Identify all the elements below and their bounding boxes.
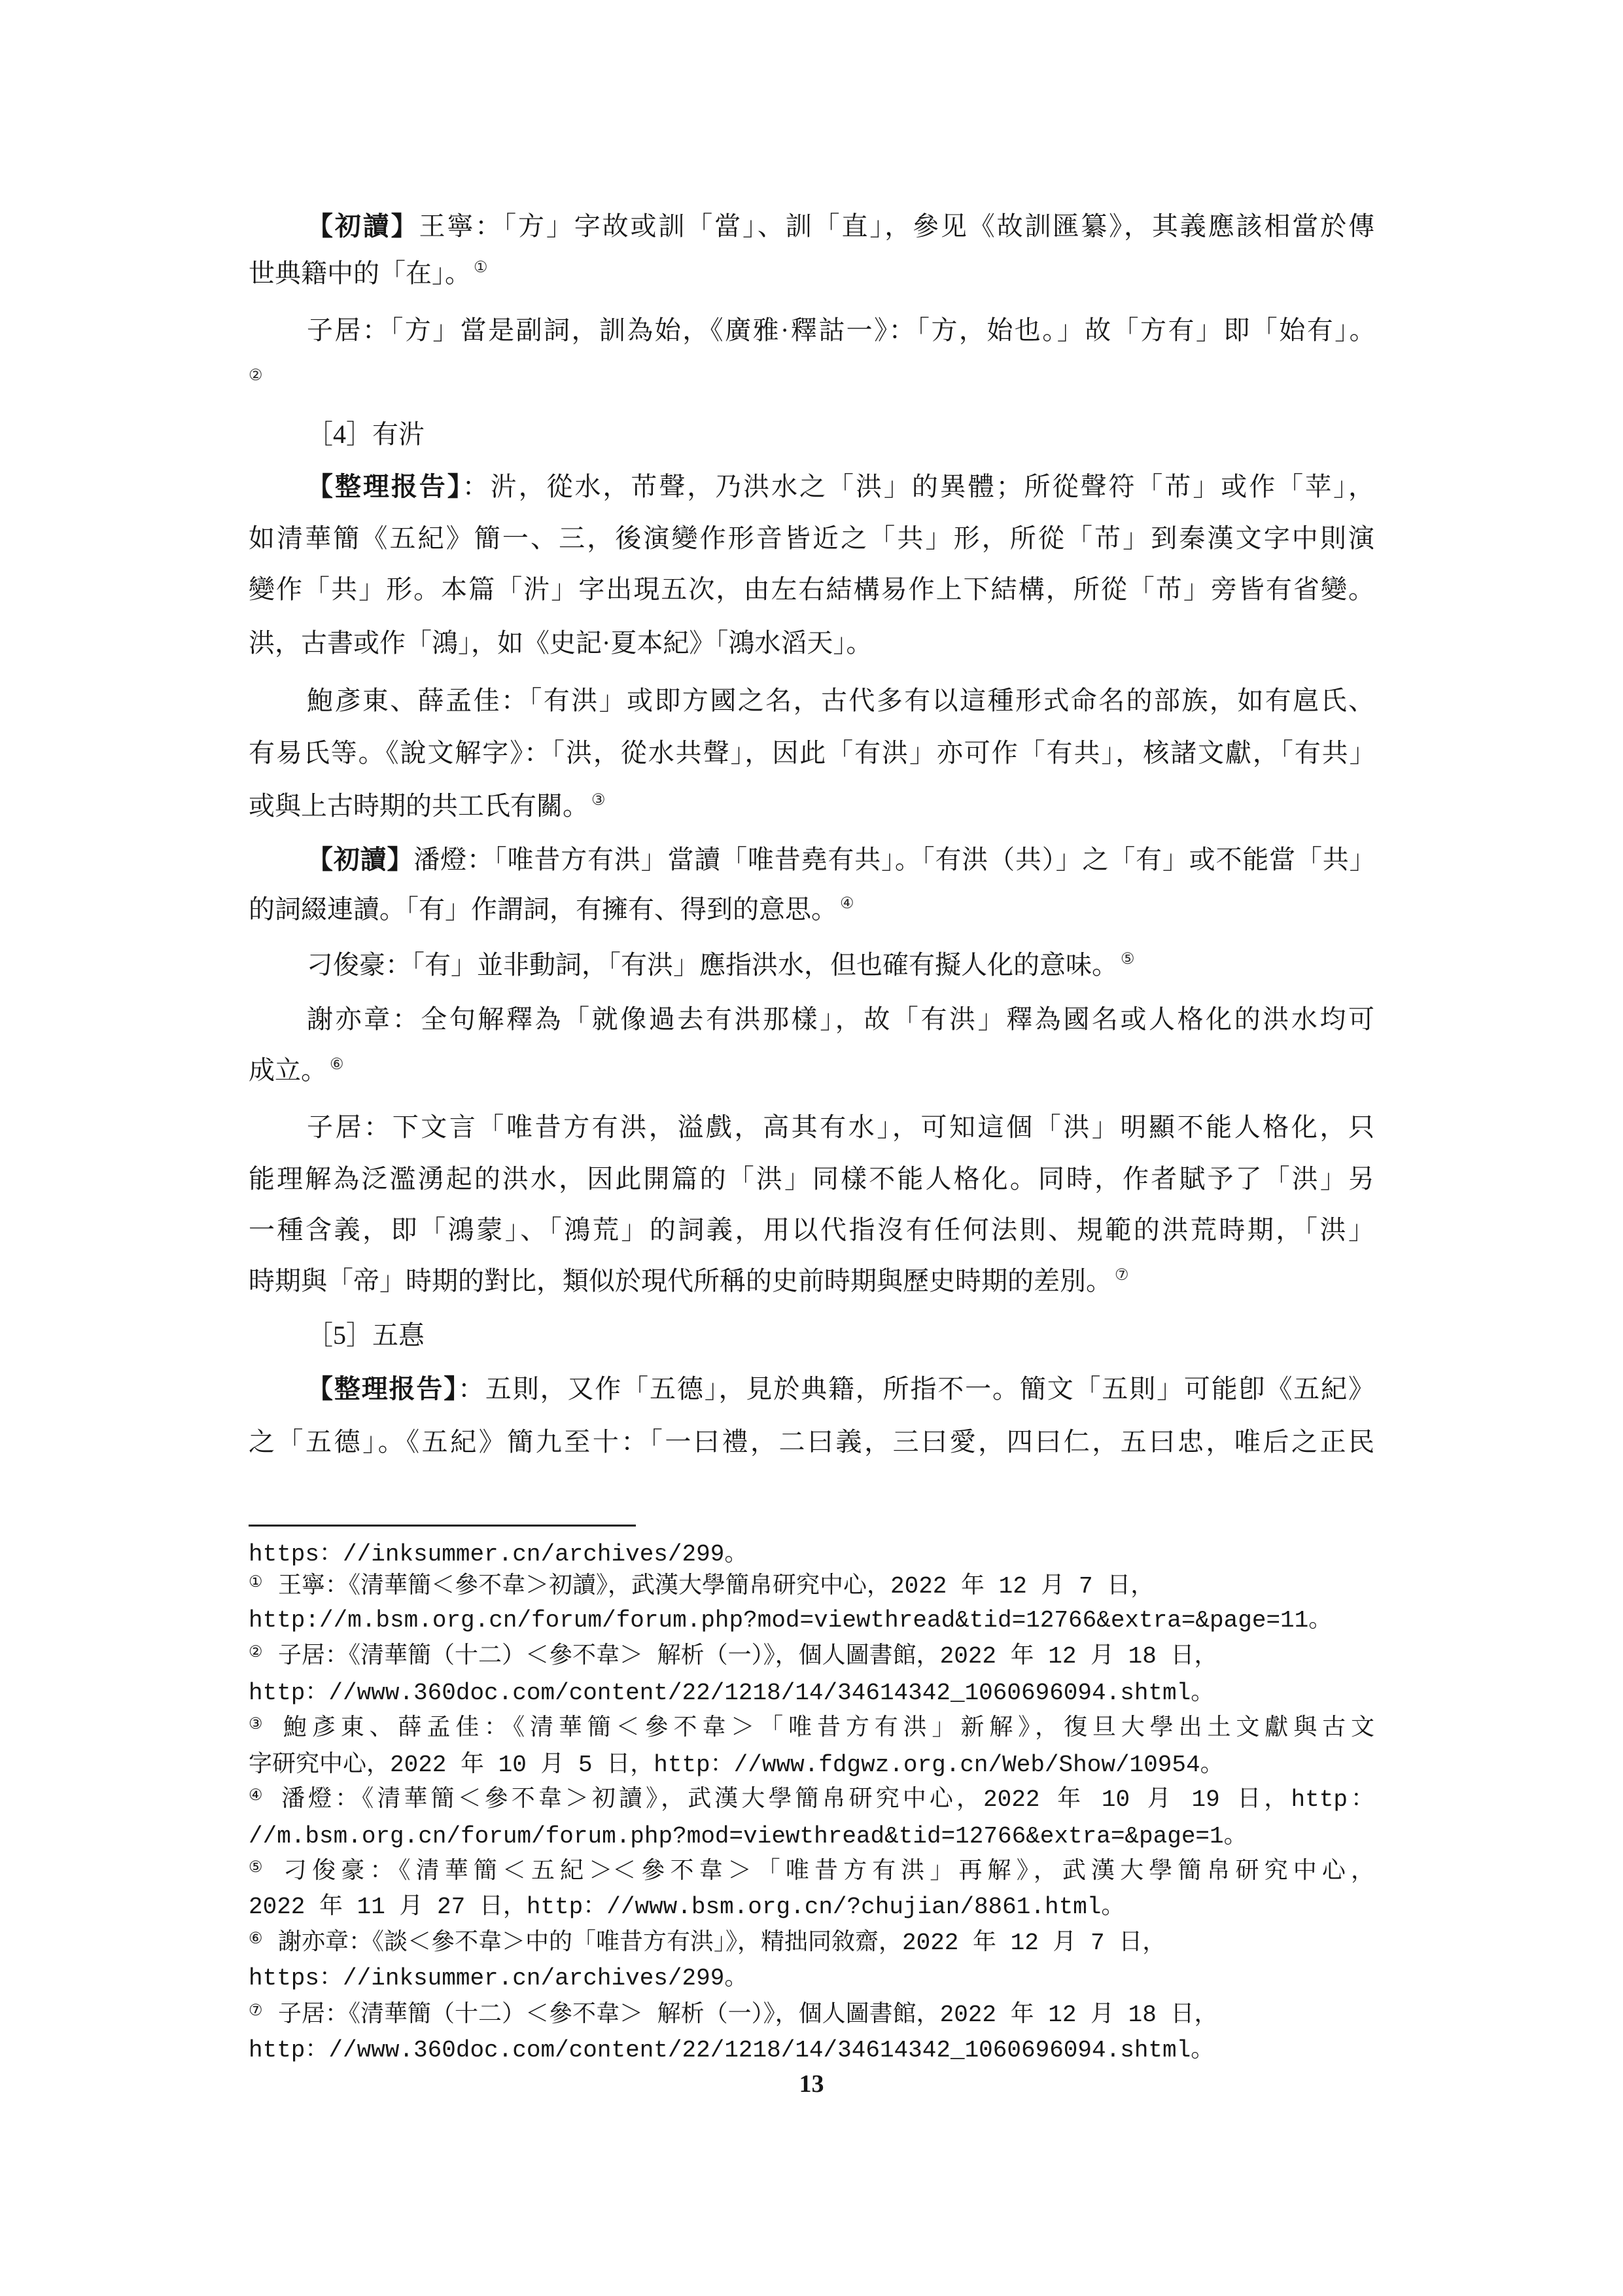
line-text: 王寧：「方」字故或訓「當」、訓「直」，參见《故訓匯纂》，其義應該相當於傳 bbox=[419, 211, 1374, 241]
line-text: 謝亦章：全句解釋為「就像過去有洪那樣」，故「有洪」釋為國名或人格化的洪水均可 bbox=[307, 1004, 1374, 1034]
body-line bbox=[307, 681, 1374, 720]
line-text: 或與上古時期的共工氏有關。 bbox=[249, 791, 589, 821]
footnote-ref: ② bbox=[249, 367, 263, 384]
line-text: 子居：「方」當是副詞，訓為始，《廣雅·釋詁一》：「方，始也。」故「方有」即「始有」。 bbox=[307, 315, 1374, 345]
footnote-text: 潘燈：《清華簡＜參不韋＞初讀》，武漢大學簡帛研究中心，2022 年 10 月 19 日，http： bbox=[278, 1786, 1374, 1813]
footnote-continuation bbox=[249, 1538, 1374, 1571]
line-text: ：沜，從水，芇聲，乃洪水之「洪」的異體；所從聲符「芇」或作「苹」， bbox=[462, 472, 1374, 501]
body-line bbox=[249, 254, 1374, 293]
line-text: 子居：下文言「唯昔方有洪，溢戲，高其有水」，可知這個「洪」明顯不能人格化，只 bbox=[307, 1112, 1374, 1142]
line-text: 洪，古書或作「鴻」，如《史記·夏本紀》「鴻水滔天」。 bbox=[249, 628, 873, 658]
footnote-line bbox=[249, 1927, 1374, 1960]
body-line bbox=[249, 1159, 1374, 1199]
footnote-url: http：//www.360doc.com/content/22/1218/14/34614342_1060696094.shtml。 bbox=[249, 2037, 1215, 2064]
section-label: 【初讀】 bbox=[307, 211, 419, 241]
section-label: 【整理报告】 bbox=[307, 1374, 459, 1404]
line-text: 刁俊豪：「有」並非動詞，「有洪」應指洪水，但也確有擬人化的意味。 bbox=[307, 950, 1118, 980]
footnote-text: 謝亦章：《談＜參不韋＞中的「唯昔方有洪」》，精拙同敘齋，2022 年 12 月 7 日， bbox=[278, 1930, 1166, 1956]
line-text: 鮑彥東、薛孟佳：「有洪」或即方國之名，古代多有以這種形式命名的部族，如有扈氏、 bbox=[307, 686, 1374, 715]
footnote-url: https：//inksummer.cn/archives/299。 bbox=[249, 1965, 748, 1992]
footnote-url: http：//www.360doc.com/content/22/1218/14/34614342_1060696094.shtml。 bbox=[249, 1680, 1215, 1706]
body-line bbox=[307, 1000, 1374, 1039]
footnote-text: 子居：《清華簡（十二）＜參不韋＞ 解析（一）》，個人圖書館，2022 年 12 月 18 日， bbox=[278, 2002, 1218, 2028]
footnote-mark: ② bbox=[249, 1644, 263, 1662]
footnote-line bbox=[249, 1712, 1374, 1745]
footnote-line bbox=[249, 1962, 1374, 1995]
line-text: ：五則，又作「五德」，見於典籍，所指不一。簡文「五則」可能卽《五紀》 bbox=[458, 1374, 1374, 1404]
footnote-mark: ⑦ bbox=[249, 2003, 263, 2021]
body-line bbox=[249, 1422, 1374, 1462]
body-line bbox=[249, 519, 1374, 558]
body-line bbox=[307, 1369, 1374, 1409]
footnote-url: //m.bsm.org.cn/forum/forum.php?mod=viewthread&tid=12766&extra=&page=1。 bbox=[249, 1823, 1248, 1850]
section-heading bbox=[307, 1316, 1374, 1355]
body-line bbox=[307, 840, 1374, 879]
line-text: 的詞綴連讀。「有」作謂詞，有擁有、得到的意思。 bbox=[249, 894, 837, 924]
footnote-line bbox=[249, 1640, 1374, 1673]
line-text: 有易氏等。《說文解字》：「洪，從水共聲」，因此「有洪」亦可作「有共」，核諸文獻，「有共」 bbox=[249, 738, 1374, 768]
footnote-mark: ① bbox=[249, 1574, 263, 1592]
line-text: 之「五德」。《五紀》簡九至十：「一曰禮，二曰義，三曰愛，四曰仁，五曰忠，唯后之正民 bbox=[249, 1427, 1374, 1457]
footnote-mark: ④ bbox=[249, 1788, 263, 1805]
line-text: 世典籍中的「在」。 bbox=[249, 258, 471, 288]
footnote-line bbox=[249, 1820, 1374, 1853]
section-label: 【整理报告】 bbox=[307, 472, 462, 501]
body-line bbox=[307, 1108, 1374, 1147]
body-line bbox=[249, 570, 1374, 609]
footnote-line bbox=[249, 1999, 1374, 2032]
footnote-line bbox=[249, 1604, 1374, 1637]
footnote-text: 刁俊豪：《清華簡＜五紀＞＜參不韋＞「唯昔方有洪」再解》，武漢大學簡帛研究中心， bbox=[278, 1858, 1374, 1885]
footnote-line bbox=[249, 1856, 1374, 1888]
line-text: ［5］五惪 bbox=[307, 1320, 425, 1350]
footnote-mark: ③ bbox=[249, 1716, 263, 1734]
footnote-text: https：//inksummer.cn/archives/299。 bbox=[249, 1541, 748, 1568]
footnote-line bbox=[249, 1784, 1374, 1816]
body-line bbox=[307, 945, 1374, 985]
body-line bbox=[249, 624, 1374, 663]
body-line bbox=[249, 890, 1374, 929]
footnote-ref: ⑤ bbox=[1121, 951, 1135, 968]
footnote-text: 鮑彥東、薛孟佳：《清華簡＜參不韋＞「唯昔方有洪」新解》，復旦大學出土文獻與古文 bbox=[278, 1715, 1374, 1742]
body-line bbox=[249, 355, 1374, 394]
body-line bbox=[249, 1051, 1374, 1090]
section-heading bbox=[307, 415, 1374, 454]
section-label: 【初讀】 bbox=[307, 845, 414, 874]
footnote-ref: ⑦ bbox=[1115, 1267, 1129, 1284]
footnote-line bbox=[249, 1891, 1374, 1924]
line-text: 能理解為泛濫湧起的洪水，因此開篇的「洪」同樣不能人格化。同時，作者賦予了「洪」另 bbox=[249, 1164, 1374, 1193]
body-line bbox=[249, 786, 1374, 826]
body-line bbox=[249, 733, 1374, 773]
line-text: 成立。 bbox=[249, 1055, 327, 1085]
footnote-ref: ④ bbox=[840, 895, 854, 912]
body-line bbox=[307, 311, 1374, 350]
body-line bbox=[249, 1262, 1374, 1301]
footnote-line bbox=[249, 1570, 1374, 1603]
footnote-text: 字研究中心，2022 年 10 月 5 日，http：//www.fdgwz.org.cn/Web/Show/10954。 bbox=[249, 1752, 1224, 1778]
body-line bbox=[307, 467, 1374, 506]
footnote-ref: ① bbox=[474, 259, 488, 276]
footnote-text: 子居：《清華簡（十二）＜參不韋＞ 解析（一）》，個人圖書館，2022 年 12 月 18 日， bbox=[278, 1643, 1218, 1670]
footnote-mark: ⑥ bbox=[249, 1931, 263, 1949]
footnote-line bbox=[249, 1749, 1374, 1782]
line-text: 時期與「帝」時期的對比，類似於現代所稱的史前時期與歷史時期的差別。 bbox=[249, 1266, 1112, 1296]
footnote-text: 王寧：《清華簡＜參不韋＞初讀》，武漢大學簡帛研究中心，2022 年 12 月 7 日， bbox=[278, 1573, 1155, 1600]
body-line bbox=[249, 1210, 1374, 1250]
footnote-line bbox=[249, 1677, 1374, 1710]
footnote-line bbox=[249, 2034, 1374, 2067]
footnote-text: 2022 年 11 月 27 日，http：//www.bsm.org.cn/?chujian/8861.html。 bbox=[249, 1894, 1125, 1920]
footnote-mark: ⑤ bbox=[249, 1860, 263, 1877]
line-text: 如清華簡《五紀》簡一、三，後演變作形音皆近之「共」形，所從「芇」到秦漢文字中則演 bbox=[249, 523, 1374, 553]
footnote-ref: ⑥ bbox=[330, 1056, 344, 1073]
line-text: 一種含義，即「鴻蒙」、「鴻荒」的詞義，用以代指沒有任何法則、規範的洪荒時期，「洪」 bbox=[249, 1215, 1374, 1245]
footnote-url: http://m.bsm.org.cn/forum/forum.php?mod=viewthread&tid=12766&extra=&page=11。 bbox=[249, 1607, 1333, 1634]
footnote-separator bbox=[249, 1525, 636, 1527]
line-text: 變作「共」形。本篇「沜」字出現五次，由左右結構易作上下結構，所從「芇」旁皆有省變。 bbox=[249, 574, 1374, 604]
line-text: 潘燈：「唯昔方有洪」當讀「唯昔堯有共」。「有洪（共）」之「有」或不能當「共」 bbox=[413, 845, 1374, 874]
body-line bbox=[307, 207, 1374, 246]
page-number: 13 bbox=[799, 2070, 824, 2098]
footnote-ref: ③ bbox=[591, 792, 606, 809]
line-text: ［4］有沜 bbox=[307, 419, 425, 449]
